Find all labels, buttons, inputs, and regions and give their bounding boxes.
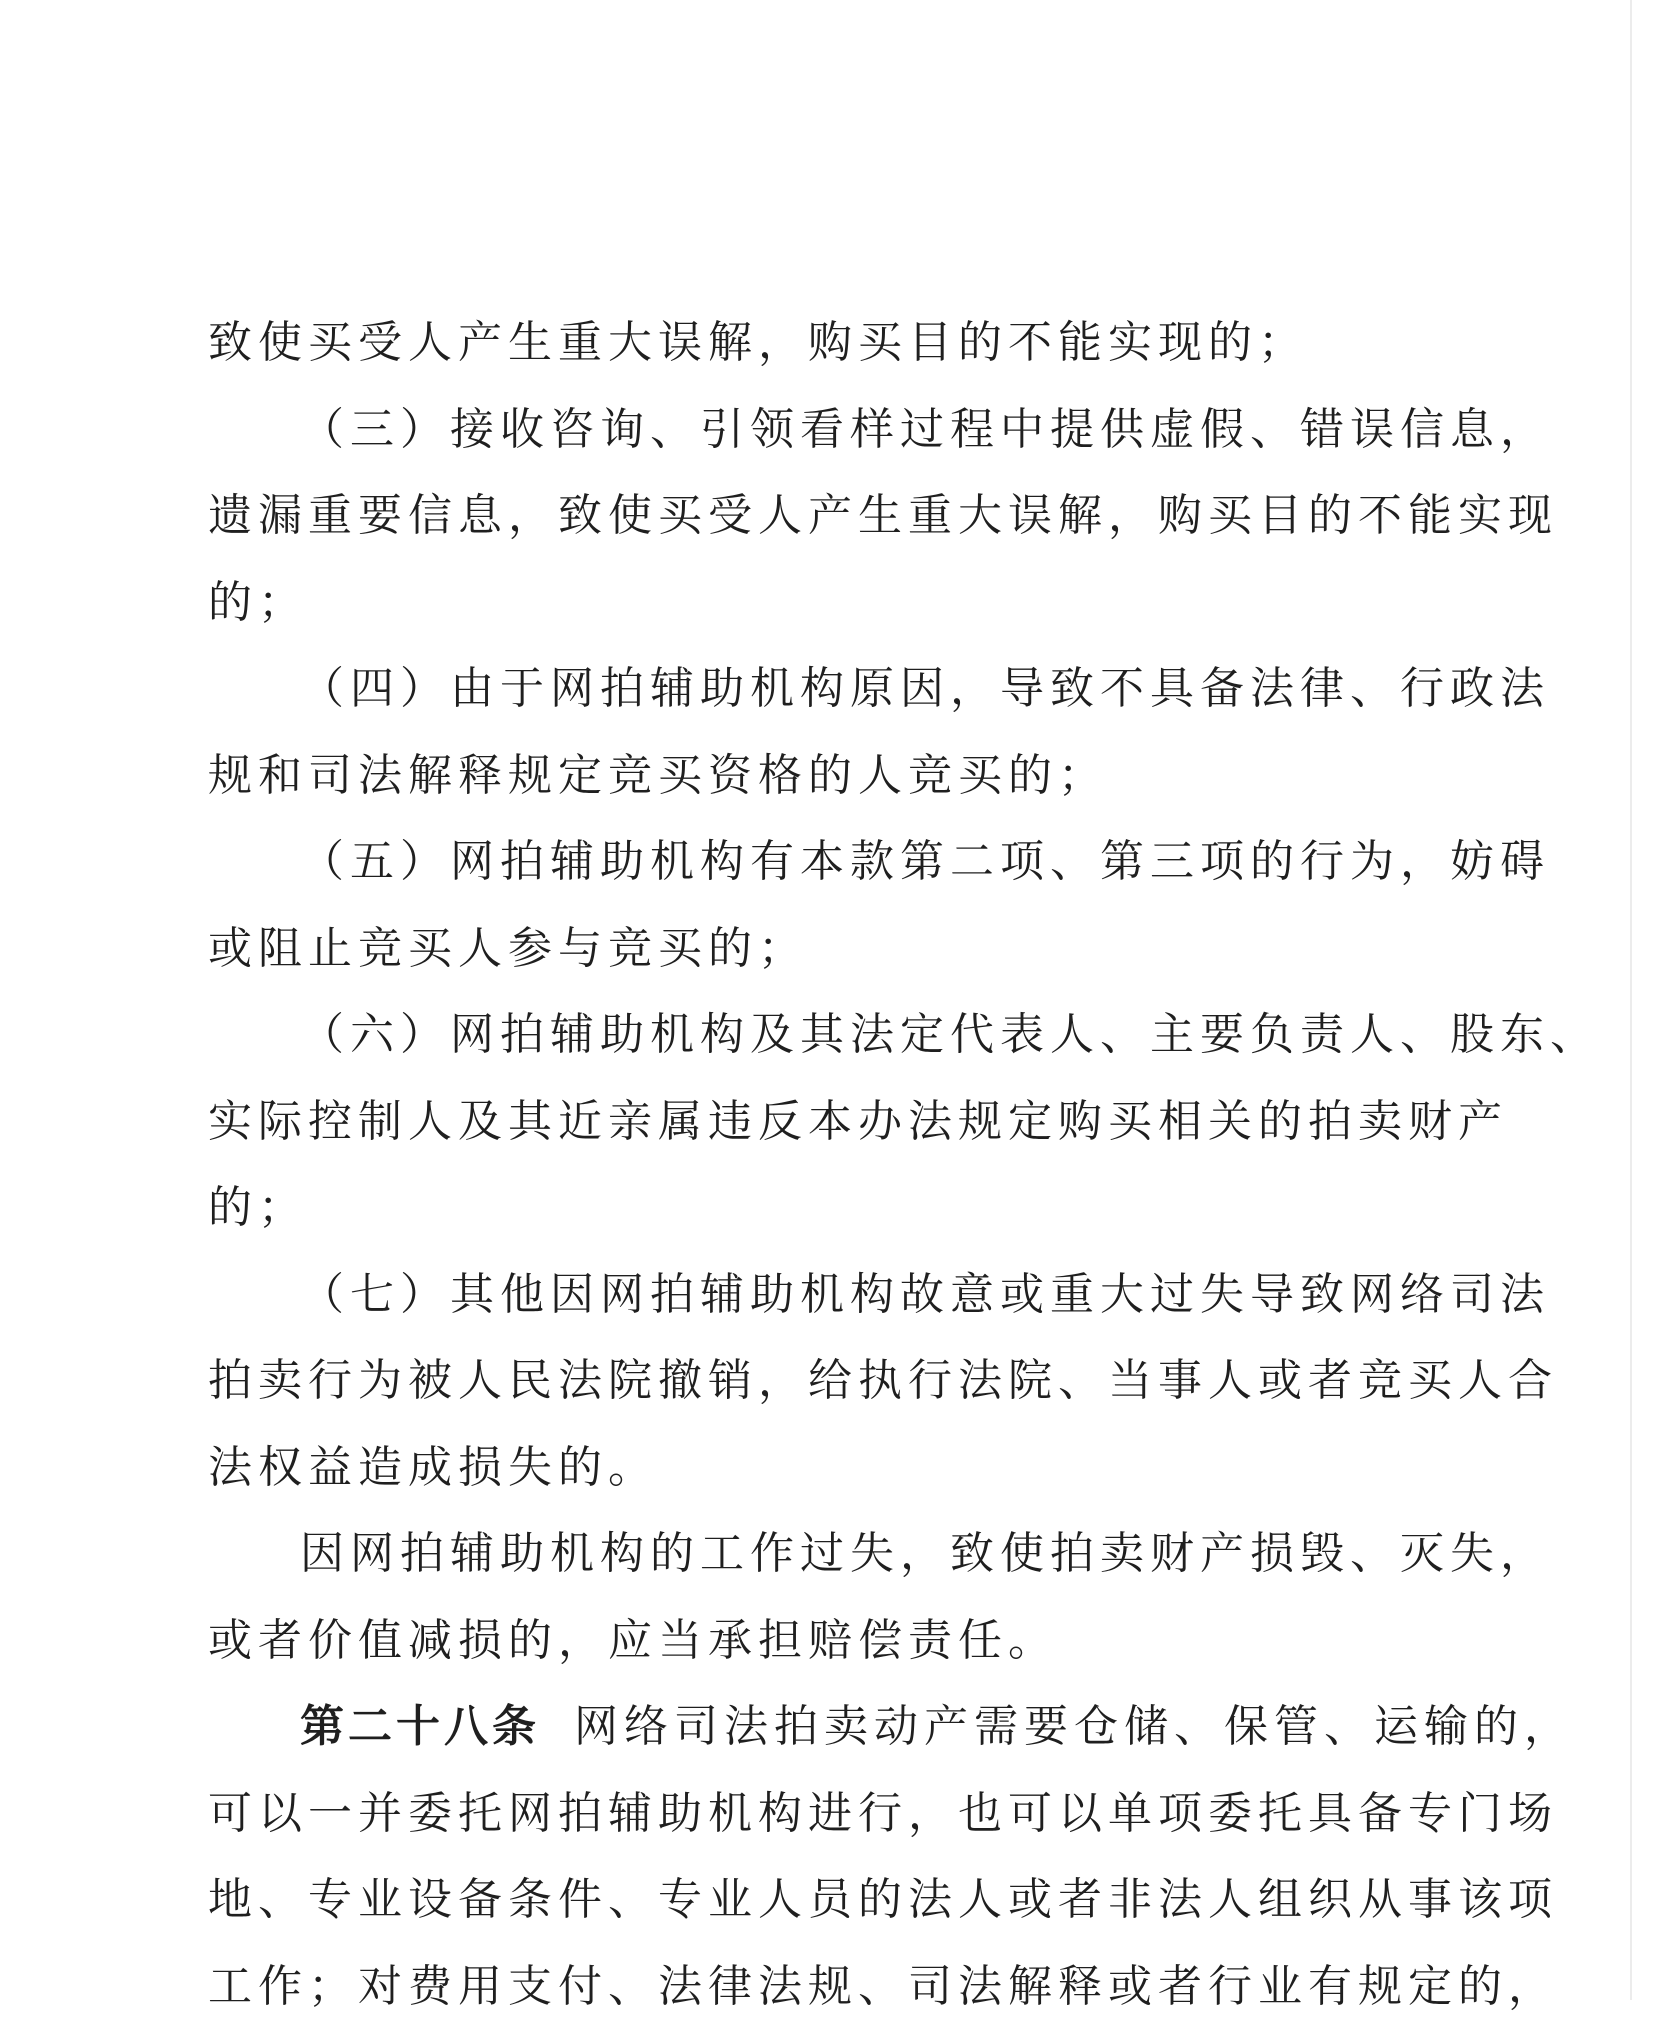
text-line: 因网拍辅助机构的工作过失，致使拍卖财产损毁、灭失， bbox=[208, 1511, 1428, 1598]
text-line: 的； bbox=[208, 1165, 1428, 1252]
text-line: 或者价值减损的，应当承担赔偿责任。 bbox=[208, 1598, 1428, 1685]
page-edge bbox=[1630, 0, 1632, 2000]
text-line: 可以一并委托网拍辅助机构进行，也可以单项委托具备专门场 bbox=[208, 1771, 1428, 1858]
article-28-line bbox=[208, 1684, 1428, 1771]
text-line: 规和司法解释规定竞买资格的人竞买的； bbox=[208, 733, 1428, 820]
text-line: 实际控制人及其近亲属违反本办法规定购买相关的拍卖财产 bbox=[208, 1079, 1428, 1166]
article-number: 第二十八条 bbox=[300, 1701, 540, 1752]
text-line: 法权益造成损失的。 bbox=[208, 1425, 1428, 1512]
text-line: （七）其他因网拍辅助机构故意或重大过失导致网络司法 bbox=[208, 1252, 1428, 1339]
text-line: （六）网拍辅助机构及其法定代表人、主要负责人、股东、 bbox=[208, 992, 1428, 1079]
text-line: 或阻止竞买人参与竞买的； bbox=[208, 906, 1428, 993]
text-line: （五）网拍辅助机构有本款第二项、第三项的行为，妨碍 bbox=[208, 819, 1428, 906]
text-line: （三）接收咨询、引领看样过程中提供虚假、错误信息， bbox=[208, 387, 1428, 474]
text-line: 遗漏重要信息，致使买受人产生重大误解，购买目的不能实现 bbox=[208, 473, 1428, 560]
text-line: 致使买受人产生重大误解，购买目的不能实现的； bbox=[208, 300, 1428, 387]
text-line: 的； bbox=[208, 560, 1428, 647]
document-body bbox=[208, 300, 1428, 2030]
text-line: （四）由于网拍辅助机构原因，导致不具备法律、行政法 bbox=[208, 646, 1428, 733]
text-line: 工作；对费用支付、法律法规、司法解释或者行业有规定的， bbox=[208, 1944, 1428, 2030]
text-line: 拍卖行为被人民法院撤销，给执行法院、当事人或者竞买人合 bbox=[208, 1338, 1428, 1425]
article-28-text: 网络司法拍卖动产需要仓储、保管、运输的， bbox=[574, 1701, 1574, 1752]
text-line: 地、专业设备条件、专业人员的法人或者非法人组织从事该项 bbox=[208, 1857, 1428, 1944]
